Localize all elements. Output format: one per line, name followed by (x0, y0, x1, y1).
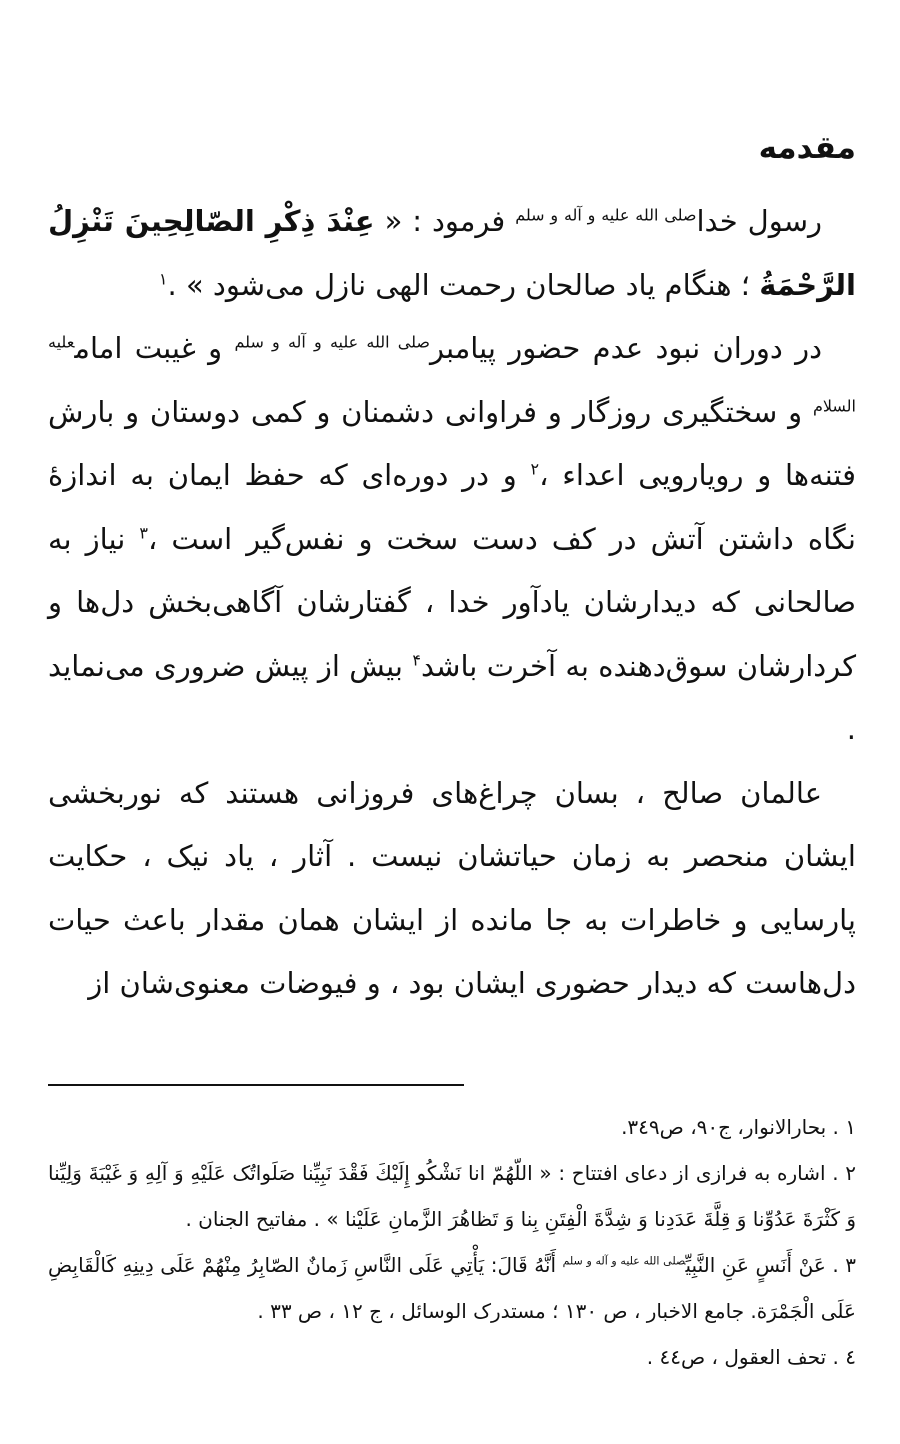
footnote-ref-1[interactable]: ۱ (158, 268, 168, 288)
honorific-symbol: عليه السلام (48, 332, 856, 415)
text-run: بیش از پیش ضروری می‌نماید . (48, 648, 856, 746)
footnotes (48, 1104, 856, 1380)
footnote-ref-4[interactable]: ۴ (412, 649, 421, 669)
paragraph-1 (48, 190, 856, 317)
text-run: و در دوره‌ای که حفظ ایمان به اندازۀ نگاه داشتن آتش در کف دست سخت و نفس‌گیر است ، (48, 458, 856, 556)
honorific-symbol: صلى الله عليه و آله و سلم (234, 332, 430, 352)
footnote-3 (48, 1242, 856, 1334)
hadith-quote: عِنْدَ ذِكْرِ الصّالِحِينَ تَنْزِلُ الرَّحْمَةُ (48, 204, 856, 302)
text-run: و سختگیری روزگار و فراوانی دشمنان و کمی دوستان و بارش فتنه‌ها و رویارویی اعداء ، (48, 394, 856, 492)
footnote-ref-2[interactable]: ۲ (530, 459, 540, 479)
footnote-1: ۱ . بحارالانوار، ج۹۰، ص۳٤۹. (621, 1115, 856, 1139)
text-run: ؛ هنگام یاد صالحان رحمت الهی نازل می‌شود » . (167, 267, 760, 302)
footnote-divider (48, 1084, 464, 1086)
paragraph-3: عالمان صالح ، بسان چراغ‌های فروزانی هستند که نوربخشی ایشان منحصر به زمان حیاتشان نیست . آثار ، یاد نیک ، حکایت پارسایی و خاطرات به جا مانده از ایشان همان مقدار باعث حیات دل‌هاست که دیدار حضوری ایشان بود ، و فیوضات معنوی‌شان از (48, 775, 856, 1000)
body-text (48, 190, 856, 1016)
text-run: در دوران نبود عدم حضور پیامبر (430, 331, 822, 365)
text-run: و غیبت امام (74, 331, 235, 365)
text-run: أَنَّهُ قَالَ: يَأْتِي عَلَى النَّاسِ زَمانٌ الصّابِرُ مِنْهُمْ عَلَى دِينِهِ كَالْقَابِضِ عَلَى الْجَمْرَة. جامع الاخبار ، ص ۱۳۰ ؛ مستدرک الوسائل ، ج ۱۲ ، ص ۳۳ . (48, 1253, 856, 1323)
footnote-4: ٤ . تحف العقول ، ص٤٤ . (646, 1345, 856, 1369)
footnote-ref-3[interactable]: ۳ (139, 522, 148, 542)
footnote-2: ۲ . اشاره به فرازی از دعای افتتاح : « اللّهُمّ انا نَشْكُو إِلَيْكَ فَقْدَ نَبِيِّنا صَلَواتُک عَلَيْهِ وَ آلِهِ وَ غَيْبَةَ وَلِيِّنا وَ كَثْرَةَ عَدُوِّنا وَ قِلَّةَ عَدَدِنا وَ شِدَّةَ الْفِتَنِ بِنا وَ تَظاهُرَ الزَّمانِ عَلَيْنا » . مفاتیح الجنان . (48, 1161, 856, 1231)
text-run: رسول خدا (696, 204, 823, 238)
text-run: ۳ . عَنْ أَنَسٍ عَنِ النَّبِيِّ (685, 1253, 857, 1277)
honorific-symbol: صلى الله عليه و آله و سلم (515, 205, 697, 225)
section-heading: مقدمه (758, 130, 856, 166)
book-page (48, 0, 856, 1444)
text-run: نیاز به صالحانی که دیدارشان یادآور خدا ، گفتارشان آگاهی‌بخش دل‌ها و کردارشان سوق‌دهنده به آخرت باشد (48, 521, 857, 683)
text-run: فرمود : « (374, 204, 516, 238)
honorific-symbol: صلى الله عليه و آله و سلم (562, 1254, 686, 1268)
paragraph-2 (48, 317, 856, 762)
